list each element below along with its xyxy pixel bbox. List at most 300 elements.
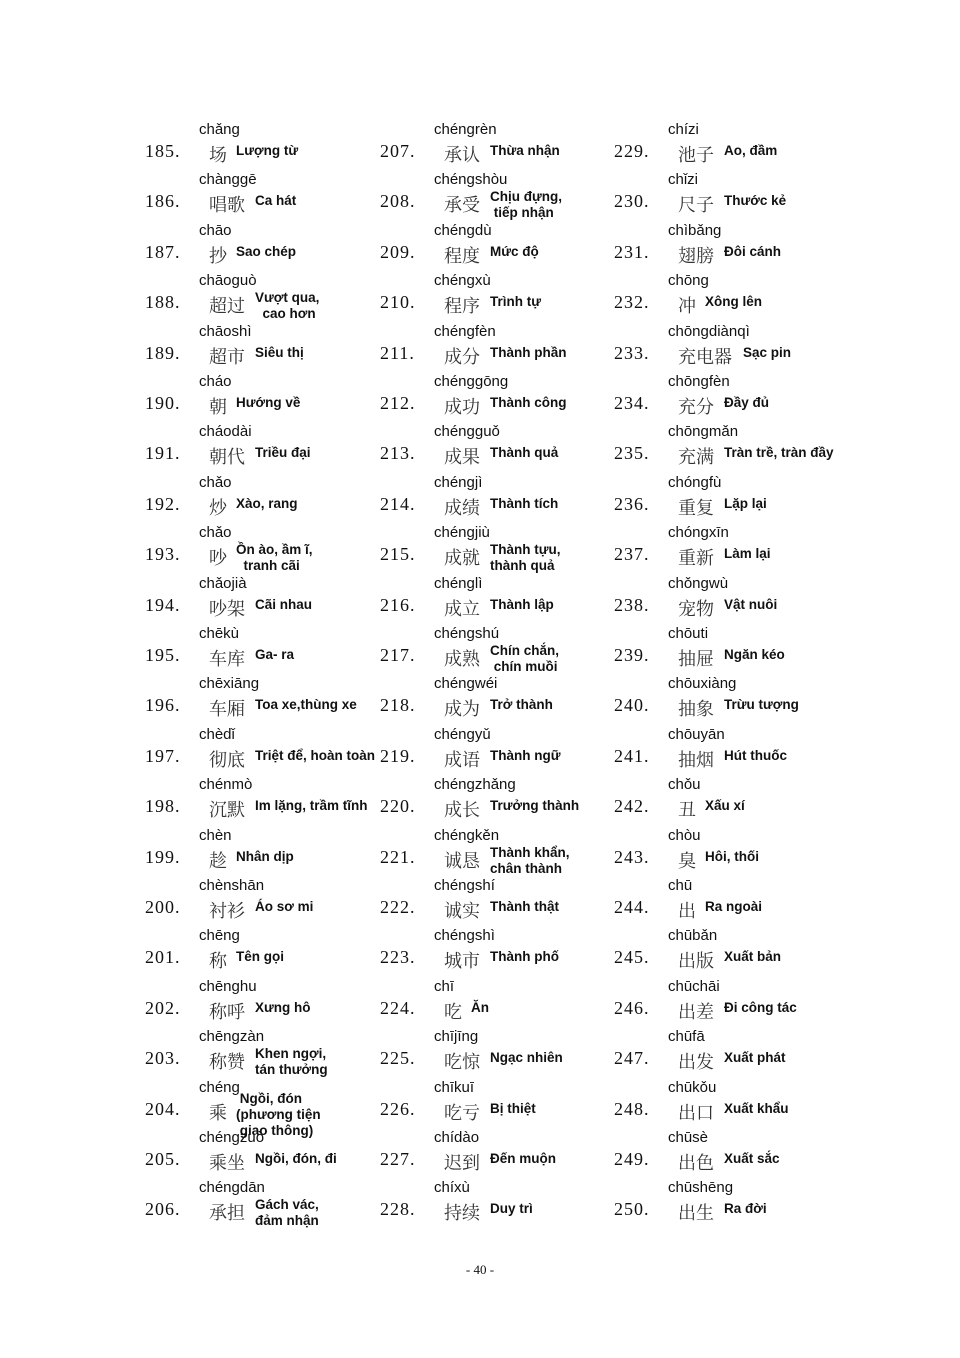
entry-number: 218. xyxy=(380,695,416,716)
entry-pinyin: chǎng xyxy=(199,121,240,138)
entry-meaning: Ngạc nhiên xyxy=(490,1050,563,1066)
entry-meaning: Ngồi, đón, đi xyxy=(255,1151,337,1166)
entry-number: 217. xyxy=(380,645,416,665)
entry-meaning: Lượng từ xyxy=(236,143,299,158)
entry-hanzi: 车库 xyxy=(209,649,245,670)
entry-meaning: Thành tích xyxy=(490,495,559,511)
entry-pinyin: chéngjiù xyxy=(434,524,490,542)
entry-hanzi: 池子 xyxy=(678,145,714,166)
vocab-entry xyxy=(380,726,615,776)
entry-number: 187. xyxy=(145,241,181,262)
vocab-entry xyxy=(145,423,380,473)
entry-pinyin: chēxiāng xyxy=(199,675,260,693)
entry-pinyin: chūkǒu xyxy=(668,1078,717,1096)
entry-number: 199. xyxy=(145,846,181,867)
entry-hanzi: 彻底 xyxy=(209,749,245,771)
entry-number: 226. xyxy=(380,1098,416,1119)
entry-hanzi: 称 xyxy=(209,951,227,973)
entry-hanzi: 出口 xyxy=(678,1102,714,1124)
vocab-entry xyxy=(145,776,380,826)
entry-number: 201. xyxy=(145,947,181,968)
entry-number: 207. xyxy=(380,141,416,161)
entry-number: 190. xyxy=(145,393,181,413)
entry-pinyin: chéngshú xyxy=(434,625,500,642)
entry-pinyin: chòu xyxy=(668,826,701,844)
entry-number: 204. xyxy=(145,1098,181,1119)
entry-pinyin: chōuti xyxy=(668,625,709,642)
vocab-entry xyxy=(380,827,615,877)
entry-pinyin: chénglì xyxy=(434,574,483,592)
entry-hanzi: 吵 xyxy=(209,548,227,570)
entry-hanzi: 尺子 xyxy=(678,195,714,217)
entry-meaning: Hút thuốc xyxy=(724,747,787,763)
entry-meaning: Trình tự xyxy=(490,294,542,310)
entry-pinyin: chōng xyxy=(668,272,709,290)
entry-pinyin: cháo xyxy=(199,373,232,390)
entry-pinyin: chénggōng xyxy=(434,373,509,390)
entry-hanzi: 城市 xyxy=(444,951,480,973)
entry-meaning: Lặp lại xyxy=(724,495,767,511)
vocab-entry xyxy=(380,272,615,322)
entry-hanzi: 成分 xyxy=(444,346,480,368)
entry-hanzi: 成长 xyxy=(444,800,480,822)
entry-hanzi: 成为 xyxy=(444,699,480,721)
entry-number: 222. xyxy=(380,897,416,917)
entry-meaning: Vượt qua, cao hơn xyxy=(255,290,320,322)
entry-meaning: Sạc pin xyxy=(743,344,792,360)
entry-hanzi: 乘 xyxy=(209,1102,227,1124)
entry-number: 232. xyxy=(614,292,650,313)
entry-meaning: Thước kẻ xyxy=(724,193,787,209)
vocab-entry xyxy=(380,474,615,524)
entry-hanzi: 出发 xyxy=(678,1052,714,1074)
entry-pinyin: chōuxiàng xyxy=(668,675,737,693)
entry-meaning: Hôi, thối xyxy=(705,848,759,864)
entry-pinyin: chídào xyxy=(434,1129,480,1146)
vocab-entry xyxy=(380,1028,615,1078)
entry-meaning: Toa xe,thùng xe xyxy=(255,697,357,713)
entry-number: 195. xyxy=(145,645,181,665)
entry-meaning: Chịu đựng, tiếp nhận xyxy=(490,189,563,221)
entry-pinyin: chǒngwù xyxy=(668,574,729,592)
entry-meaning: Xuất phát xyxy=(724,1050,786,1066)
entry-number: 247. xyxy=(614,1048,650,1069)
entry-pinyin: chíxù xyxy=(434,1179,470,1197)
entry-pinyin: chāoshì xyxy=(199,322,252,340)
entry-hanzi: 趁 xyxy=(209,850,227,872)
entry-hanzi: 翅膀 xyxy=(678,245,714,267)
entry-pinyin: chīkuī xyxy=(434,1078,475,1096)
entry-hanzi: 抽象 xyxy=(678,699,714,721)
entry-pinyin: chèn xyxy=(199,826,232,844)
vocab-entry xyxy=(614,1079,849,1129)
entry-meaning: Tràn trề, tràn đầy xyxy=(724,445,834,461)
vocab-entry xyxy=(380,625,615,675)
entry-meaning: Thành phần xyxy=(490,344,567,360)
entry-hanzi: 抽屉 xyxy=(678,649,714,670)
entry-pinyin: chēngzàn xyxy=(199,1028,265,1046)
vocab-entry xyxy=(145,272,380,322)
entry-meaning: Gách vác, đảm nhận xyxy=(255,1197,319,1229)
entry-pinyin: chōngmǎn xyxy=(668,423,739,441)
entry-meaning: Mức độ xyxy=(490,243,539,259)
entry-pinyin: chéngfèn xyxy=(434,322,496,340)
entry-meaning: Triều đại xyxy=(255,445,311,461)
entry-number: 242. xyxy=(614,796,650,817)
page-number: - 40 - xyxy=(465,1262,495,1277)
entry-pinyin: chūshēng xyxy=(668,1179,734,1197)
entry-hanzi: 称呼 xyxy=(209,1001,245,1023)
entry-meaning: Cãi nhau xyxy=(255,596,313,612)
entry-number: 233. xyxy=(614,342,650,363)
entry-hanzi: 宠物 xyxy=(678,598,714,620)
vocab-entry xyxy=(380,524,615,574)
entry-pinyin: chéngyǔ xyxy=(434,725,491,743)
entry-meaning: Trưởng thành xyxy=(490,798,580,814)
vocab-entry xyxy=(614,121,849,171)
entry-meaning: Ngăn kéo xyxy=(724,647,785,662)
entry-hanzi: 成熟 xyxy=(444,649,480,670)
vocab-entry xyxy=(145,575,380,625)
entry-number: 236. xyxy=(614,493,650,514)
entry-pinyin: chéngzuò xyxy=(199,1129,265,1146)
entry-pinyin: chènshān xyxy=(199,877,265,894)
entry-number: 246. xyxy=(614,997,650,1018)
entry-hanzi: 冲 xyxy=(678,296,696,318)
entry-pinyin: chǎo xyxy=(199,524,232,542)
entry-number: 237. xyxy=(614,544,650,565)
entry-hanzi: 沉默 xyxy=(209,800,245,822)
entry-number: 230. xyxy=(614,191,650,212)
entry-meaning: Hướng về xyxy=(236,395,301,410)
vocab-entry xyxy=(145,1028,380,1078)
entry-number: 243. xyxy=(614,846,650,867)
entry-pinyin: chījīng xyxy=(434,1028,479,1046)
entry-hanzi: 充电器 xyxy=(678,346,732,368)
entry-pinyin: chéngshí xyxy=(434,877,495,894)
entry-hanzi: 炒 xyxy=(209,497,227,519)
entry-number: 210. xyxy=(380,292,416,313)
entry-number: 198. xyxy=(145,796,181,817)
entry-number: 216. xyxy=(380,594,416,615)
entry-number: 205. xyxy=(145,1149,181,1169)
vocab-entry xyxy=(614,1129,849,1179)
vocab-entry xyxy=(145,474,380,524)
vocab-entry xyxy=(380,171,615,221)
entry-meaning: Thành thật xyxy=(490,899,559,914)
entry-hanzi: 出生 xyxy=(678,1203,714,1225)
entry-hanzi: 吃亏 xyxy=(444,1102,480,1124)
entry-pinyin: chǎo xyxy=(199,473,232,491)
entry-meaning: Ra ngoài xyxy=(705,899,763,914)
entry-number: 224. xyxy=(380,997,416,1018)
entry-hanzi: 承认 xyxy=(444,145,480,166)
entry-hanzi: 成就 xyxy=(444,548,480,570)
entry-pinyin: chéngjì xyxy=(434,473,483,491)
vocab-entry xyxy=(145,978,380,1028)
entry-pinyin: chēkù xyxy=(199,625,240,642)
entry-pinyin: chéngshì xyxy=(434,927,495,945)
vocab-entry xyxy=(145,171,380,221)
entry-number: 248. xyxy=(614,1098,650,1119)
entry-hanzi: 成功 xyxy=(444,397,480,418)
entry-meaning: Thành lập xyxy=(490,596,554,612)
entry-pinyin: chéngdù xyxy=(434,221,492,239)
vocab-entry xyxy=(380,1079,615,1129)
entry-hanzi: 迟到 xyxy=(444,1153,480,1174)
entry-hanzi: 出差 xyxy=(678,1001,714,1023)
vocab-entry xyxy=(380,1129,615,1179)
entry-meaning: Triệt để, hoàn toàn xyxy=(255,747,376,763)
entry-pinyin: chéngshòu xyxy=(434,171,508,189)
entry-meaning: Tên gọi xyxy=(236,949,284,965)
entry-pinyin: chóngxīn xyxy=(668,524,729,542)
entry-number: 200. xyxy=(145,897,181,917)
vocab-entry xyxy=(145,726,380,776)
entry-pinyin: chéngwéi xyxy=(434,675,498,693)
entry-pinyin: chēnghu xyxy=(199,977,257,995)
vocab-entry xyxy=(145,675,380,725)
entry-hanzi: 成语 xyxy=(444,749,480,771)
entry-hanzi: 出 xyxy=(678,901,696,922)
entry-pinyin: chéngrèn xyxy=(434,121,497,138)
vocab-entry xyxy=(614,222,849,272)
entry-meaning: Xông lên xyxy=(705,294,762,310)
entry-hanzi: 成绩 xyxy=(444,497,480,519)
entry-pinyin: chìbǎng xyxy=(668,221,722,239)
entry-number: 238. xyxy=(614,594,650,615)
entry-meaning: Vật nuôi xyxy=(724,596,778,612)
entry-number: 221. xyxy=(380,846,416,867)
entry-number: 220. xyxy=(380,796,416,817)
entry-meaning: Xào, rang xyxy=(236,495,298,511)
vocab-entry xyxy=(145,1129,380,1179)
vocab-entry xyxy=(614,675,849,725)
entry-pinyin: chūchāi xyxy=(668,977,720,995)
entry-number: 214. xyxy=(380,493,416,514)
entry-pinyin: chǒu xyxy=(668,776,701,794)
vocab-entry xyxy=(614,373,849,423)
entry-pinyin: chéngdān xyxy=(199,1179,265,1197)
entry-meaning: Siêu thị xyxy=(255,344,304,360)
entry-pinyin: chǎojià xyxy=(199,574,247,592)
entry-pinyin: chōngfèn xyxy=(668,373,730,390)
vocab-entry xyxy=(614,575,849,625)
entry-number: 189. xyxy=(145,342,181,363)
entry-meaning: Đôi cánh xyxy=(724,243,782,259)
vocab-entry xyxy=(614,474,849,524)
vocab-entry xyxy=(614,423,849,473)
entry-hanzi: 程序 xyxy=(444,296,480,318)
vocab-entry xyxy=(380,978,615,1028)
vocab-entry xyxy=(145,827,380,877)
entry-meaning: Áo sơ mi xyxy=(255,899,314,914)
vocab-entry xyxy=(380,323,615,373)
entry-meaning: Thành phố xyxy=(490,949,559,965)
entry-number: 228. xyxy=(380,1199,416,1220)
entry-number: 235. xyxy=(614,443,650,464)
entry-number: 245. xyxy=(614,947,650,968)
entry-pinyin: chízi xyxy=(668,121,699,138)
entry-pinyin: chéng xyxy=(199,1078,240,1096)
entry-number: 194. xyxy=(145,594,181,615)
entry-hanzi: 成果 xyxy=(444,447,480,469)
entry-hanzi: 朝 xyxy=(209,397,227,418)
entry-pinyin: chóngfù xyxy=(668,473,722,491)
vocab-entry xyxy=(380,1179,615,1229)
entry-pinyin: chéngkěn xyxy=(434,826,500,844)
entry-hanzi: 承担 xyxy=(209,1203,245,1225)
vocab-entry xyxy=(380,877,615,927)
entry-hanzi: 唱歌 xyxy=(209,195,245,217)
entry-number: 197. xyxy=(145,745,181,766)
entry-meaning: Thành ngữ xyxy=(490,747,561,763)
entry-pinyin: chāo xyxy=(199,221,232,239)
entry-meaning: Xấu xí xyxy=(705,798,745,814)
vocab-entry xyxy=(614,726,849,776)
entry-hanzi: 抽烟 xyxy=(678,749,714,771)
vocab-entry xyxy=(614,827,849,877)
vocab-entry xyxy=(614,1028,849,1078)
vocab-entry xyxy=(145,323,380,373)
vocab-entry xyxy=(614,272,849,322)
entry-pinyin: chéngxù xyxy=(434,272,491,290)
entry-hanzi: 持续 xyxy=(444,1203,480,1225)
entry-hanzi: 臭 xyxy=(678,850,696,872)
entry-number: 208. xyxy=(380,191,416,212)
entry-meaning: Sao chép xyxy=(236,243,297,259)
entry-meaning: Trừu tượng xyxy=(724,697,799,713)
entry-meaning: Thành tựu, thành quả xyxy=(490,542,561,574)
entry-number: 227. xyxy=(380,1149,416,1169)
entry-number: 225. xyxy=(380,1048,416,1069)
entry-pinyin: chéngguǒ xyxy=(434,423,500,441)
vocab-entry xyxy=(380,776,615,826)
entry-number: 185. xyxy=(145,141,181,161)
vocab-entry xyxy=(380,222,615,272)
entry-pinyin: chūfā xyxy=(668,1028,705,1046)
entry-pinyin: chéngzhǎng xyxy=(434,776,516,794)
entry-meaning: Xuất sắc xyxy=(724,1151,780,1166)
vocab-entry xyxy=(614,927,849,977)
entry-number: 250. xyxy=(614,1199,650,1220)
entry-hanzi: 称赞 xyxy=(209,1052,245,1074)
entry-meaning: Thừa nhận xyxy=(490,143,560,158)
entry-hanzi: 车厢 xyxy=(209,699,245,721)
entry-meaning: Ga- ra xyxy=(255,647,295,662)
entry-hanzi: 成立 xyxy=(444,598,480,620)
vocab-entry xyxy=(145,121,380,171)
entry-meaning: Ca hát xyxy=(255,193,297,209)
vocab-entry xyxy=(614,776,849,826)
entry-meaning: Xuất bản xyxy=(724,949,782,965)
entry-number: 231. xyxy=(614,241,650,262)
entry-hanzi: 出版 xyxy=(678,951,714,973)
entry-number: 202. xyxy=(145,997,181,1018)
entry-pinyin: chū xyxy=(668,877,693,894)
entry-meaning: Ao, đầm xyxy=(724,143,778,158)
entry-pinyin: chèdǐ xyxy=(199,725,235,743)
vocab-entry xyxy=(614,625,849,675)
entry-number: 215. xyxy=(380,544,416,565)
vocab-entry xyxy=(614,978,849,1028)
vocab-entry xyxy=(380,373,615,423)
entry-hanzi: 出色 xyxy=(678,1153,714,1174)
vocab-entry xyxy=(614,323,849,373)
entry-hanzi: 吃惊 xyxy=(444,1052,480,1074)
entry-hanzi: 承受 xyxy=(444,195,480,217)
entry-meaning: Ăn xyxy=(471,999,489,1015)
entry-meaning: Trở thành xyxy=(490,697,553,713)
entry-pinyin: chōuyān xyxy=(668,725,725,743)
entry-meaning: Xưng hô xyxy=(255,999,311,1015)
entry-meaning: Chín chắn, chín muồi xyxy=(490,643,560,674)
entry-meaning: Duy trì xyxy=(490,1201,533,1217)
entry-hanzi: 朝代 xyxy=(209,447,245,469)
vocab-entry xyxy=(145,625,380,675)
entry-number: 211. xyxy=(380,342,415,363)
entry-hanzi: 超过 xyxy=(209,296,245,318)
vocab-entry xyxy=(380,575,615,625)
vocab-entry xyxy=(380,121,615,171)
entry-meaning: Ngồi, đón (phương tiện giao thông) xyxy=(236,1090,321,1138)
entry-number: 241. xyxy=(614,745,650,766)
vocab-entry xyxy=(145,877,380,927)
entry-meaning: Đi công tác xyxy=(724,999,797,1015)
entry-hanzi: 程度 xyxy=(444,245,480,267)
entry-pinyin: chāoguò xyxy=(199,272,257,290)
entry-meaning: Khen ngợi, tán thưởng xyxy=(255,1046,328,1078)
entry-number: 219. xyxy=(380,745,416,766)
entry-pinyin: chǐzi xyxy=(668,171,699,189)
entry-hanzi: 抄 xyxy=(209,245,227,267)
vocab-entry xyxy=(614,877,849,927)
entry-meaning: Bị thiệt xyxy=(490,1100,536,1116)
vocab-entry xyxy=(145,1179,380,1229)
entry-number: 206. xyxy=(145,1199,181,1220)
entry-meaning: Thành quả xyxy=(490,445,559,461)
entry-hanzi: 重复 xyxy=(678,497,714,519)
entry-number: 209. xyxy=(380,241,416,262)
entry-hanzi: 吵架 xyxy=(209,598,245,620)
vocab-entry xyxy=(380,927,615,977)
entry-meaning: Im lặng, trầm tĩnh xyxy=(255,798,368,814)
vocab-entry xyxy=(614,171,849,221)
entry-meaning: Thành khẩn, chân thành xyxy=(490,844,570,876)
entry-hanzi: 丑 xyxy=(678,800,696,822)
entry-meaning: Ra đời xyxy=(724,1201,767,1217)
entry-hanzi: 诚恳 xyxy=(444,850,480,872)
entry-hanzi: 诚实 xyxy=(444,901,480,922)
entry-pinyin: chōngdiànqì xyxy=(668,322,750,340)
entry-hanzi: 充分 xyxy=(678,397,714,418)
entry-pinyin: chī xyxy=(434,977,455,995)
entry-number: 213. xyxy=(380,443,416,464)
vocab-entry xyxy=(380,423,615,473)
entry-pinyin: chūbǎn xyxy=(668,927,718,945)
entry-meaning: Xuất khẩu xyxy=(724,1100,789,1116)
entry-number: 240. xyxy=(614,695,650,716)
vocab-entry xyxy=(380,675,615,725)
entry-hanzi: 充满 xyxy=(678,447,714,469)
entry-meaning: Đến muộn xyxy=(490,1151,556,1166)
entry-number: 249. xyxy=(614,1149,650,1169)
entry-number: 244. xyxy=(614,897,650,917)
entry-pinyin: cháodài xyxy=(199,423,252,441)
entry-hanzi: 超市 xyxy=(209,346,245,368)
entry-pinyin: chūsè xyxy=(668,1129,709,1146)
entry-meaning: Ồn ào, ầm ĩ, tranh cãi xyxy=(236,542,313,574)
